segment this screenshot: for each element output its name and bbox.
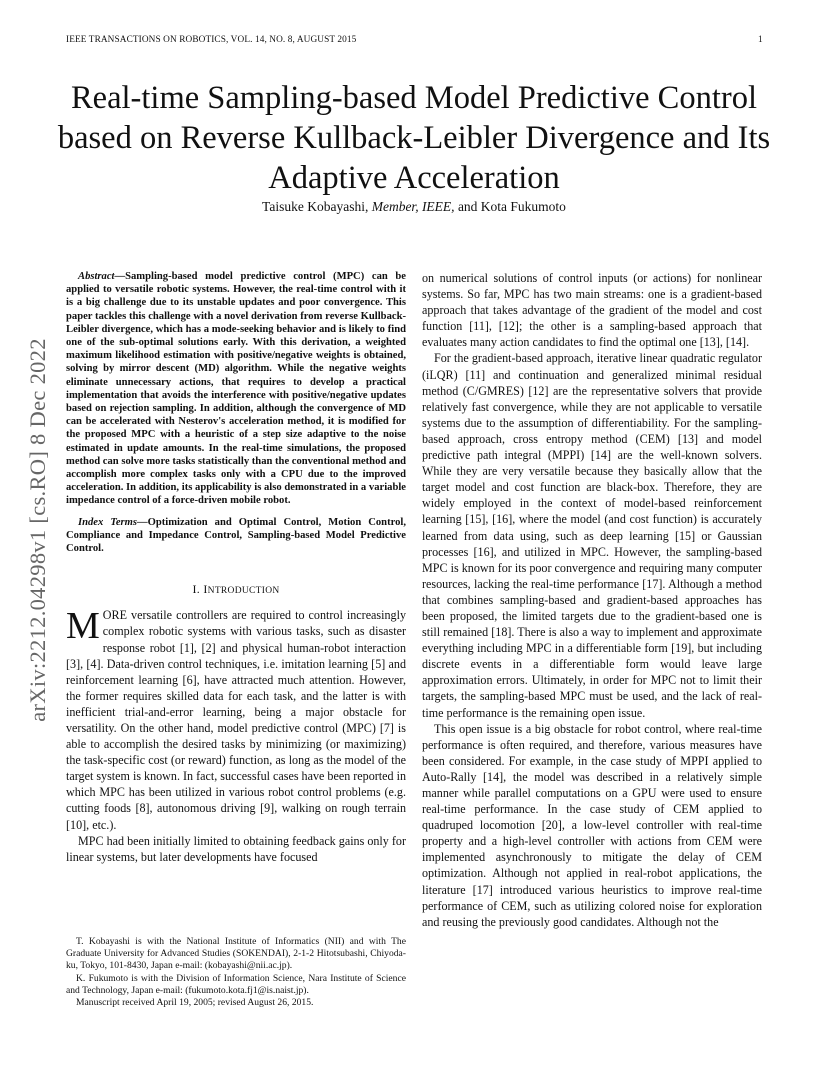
running-head: IEEE TRANSACTIONS ON ROBOTICS, VOL. 14, NO. 8, AUGUST 2015 — [66, 35, 357, 45]
section-numeral: I. — [192, 582, 201, 597]
abstract-label: Abstract — [78, 271, 115, 282]
footnote-3: Manuscript received April 19, 2005; revised August 26, 2015. — [76, 997, 314, 1009]
abstract — [66, 270, 406, 508]
intro-paragraph-3: For the gradient-based approach, iterative linear quadratic regulator (iLQR) [11] and continuation and generalized minimal residual method (C/GMRES) [12] are the representative solvers that provide relatively fast convergence, while they are not applicable to versatile systems due to the assumption of differentiability. For the sampling-based approach, cross entropy method (CEM) [13] and model predictive path integral (MPPI) [14] are the well-known solvers. While they are very versatile because they basically allow that the target model and cost function are black-box. Therefore, they are widely employed in the context of model-based reinforcement learning [15], [16], where the model (and cost function) is accurately learned from data using, such as deep learning [15] or Gaussian processes [16], and utilized in MPC. However, the sampling-based MPC is known for its poor convergence and requiring many computer resources, lacking the real-time performance [17]. Although a method that combines sampling-based and gradient-based approaches has been proposed, the limited targets due to the gradient-based one is still remained [18]. There is also a way to implement and approximate everything including MPC in a differentiable form [19], but including discrete events in a differentiable form would leave large approximation errors. Ultimately, in order for MPC not to limit their targets, the sampling-based MPC must be used, and the lack of real-time performance is the remaining open issue. — [422, 351, 762, 720]
intro-paragraph-2-start: MPC had been initially limited to obtaining feedback gains only for linear systems, but later developments have focused — [66, 833, 406, 864]
footnote-1: T. Kobayashi is with the National Institute of Informatics (NII) and with The Graduate University for Advanced Studies (SOKENDAI), 2-1-2 Hitotsubashi, Chiyoda-ku, Tokyo, 101-8430, Japan e-mail: (kobayashi@nii.ac.jp). — [66, 936, 406, 972]
footnotes — [66, 936, 406, 1009]
section-title-rest: NTRODUCTION — [207, 586, 280, 597]
arxiv-sidebar — [16, 290, 60, 770]
intro-paragraph-2-cont: on numerical solutions of control inputs (or actions) for nonlinear systems. So far, MPC has two main streams: one is a gradient-based approach that takes advantage of the gradient of the model and cost function [11], [12]; the other is a sampling-based approach that evaluates many action candidates to find the optimal one [13], [14]. — [422, 271, 762, 350]
author-first: Taisuke Kobayashi, — [262, 199, 369, 214]
arxiv-identifier: arXiv:2212.04298v1 [cs.RO] 8 Dec 2022 — [25, 338, 50, 722]
author-rest: and Kota Fukumoto — [457, 199, 566, 214]
index-terms-text: —Optimization and Optimal Control, Motion Control, Compliance and Impedance Control, Sampling-based Model Predictive Control. — [66, 516, 406, 555]
author-affiliation: Member, IEEE, — [371, 199, 455, 214]
footnote-2: K. Fukumoto is with the Division of Information Science, Nara Institute of Science and Technology, Japan e-mail: (fukumoto.kota.fj1@is.naist.jp). — [66, 972, 406, 996]
section-first-letter: I — [203, 582, 208, 597]
index-terms-label: Index Terms — [78, 516, 138, 528]
intro-paragraph-1 — [66, 607, 406, 832]
page-number: 1 — [758, 35, 763, 45]
left-column — [66, 270, 406, 865]
paper-title: Real-time Sampling-based Model Predictive Control based on Reverse Kullback-Leibler Divergence and Its Adaptive Acceleration — [57, 80, 771, 196]
abstract-text: —Sampling-based model predictive control (MPC) can be applied to versatile robotic systems. However, the real-time control with it is a big challenge due to its unstable updates and poor convergence. This paper tackles this challenge with a novel derivation from reverse Kullback-Leibler divergence, which has a mode-seeking behavior and is likely to find one of the sub-optimal solutions early. With this derivation, a weighted maximum likelihood estimation with positive/negative weights is obtained, solving by mirror descent (MD) algorithm. While the negative weights eliminate unnecessary actions, that requires to develop a practical implementation that avoids the interference with positive/negative updates based on rejection sampling. In addition, although the convergence of MD can be accelerated with Nesterov's acceleration method, it is modified for the proposed MPC with a heuristic of a step size adaptive to the noise estimated in update amounts. In the real-time simulations, the proposed method can solve more tasks statistically than the conventional method and accomplish more complex tasks only with a CPU due to the improved acceleration. In addition, its applicability is also demonstrated in a variable impedance control of a force-driven mobile robot. — [66, 271, 406, 507]
right-column — [422, 270, 762, 930]
intro-paragraph-4: This open issue is a big obstacle for robot control, where real-time performance is often required, and therefore, various measures have been considered. For example, in the case study of MPPI applied to Auto-Rally [14], the model was described in a relatively simple manner while parallel computations on a GPU were used to ensure real-time performance. In the case study of CEM applied to quadruped locomotion [20], a low-level controller with real-time property and a high-level controller with actions from CEM were implemented asynchronously to mitigate the delay of CEM optimization. Although not applied in real-robot applications, the literature [17] introduced various heuristics to improve real-time performance of CEM, such as utilizing colored noise for exploration and reusing the previously good candidates. Although not the — [422, 721, 762, 929]
drop-cap: M — [66, 605, 100, 648]
section-heading-introduction — [66, 581, 406, 599]
author-line — [40, 199, 788, 215]
index-terms — [66, 516, 406, 556]
intro-paragraph-1-text: ORE versatile controllers are required to control increasingly complex robotic systems with various tasks, such as disaster response robot [1], [2] and physical human-robot interaction [3], [4]. Data-driven control techniques, i.e. imitation learning [5] and reinforcement learning [6], have attracted much attention. However, the former requires skilled data for each task, and the latter is with inefficient trial-and-error learning, being a major obstacle for versatility. On the other hand, model predictive control (MPC) [7] is able to accomplish the desired tasks by minimizing (or maximizing) the task-specific cost (or reward) function, as long as the model of the target system is known. In fact, successful cases have been reported in which MPC has been utilized in various robot control problems (e.g. cutting foods [8], autonomous driving [9], walking on rough terrain [10], etc.). — [66, 608, 406, 832]
